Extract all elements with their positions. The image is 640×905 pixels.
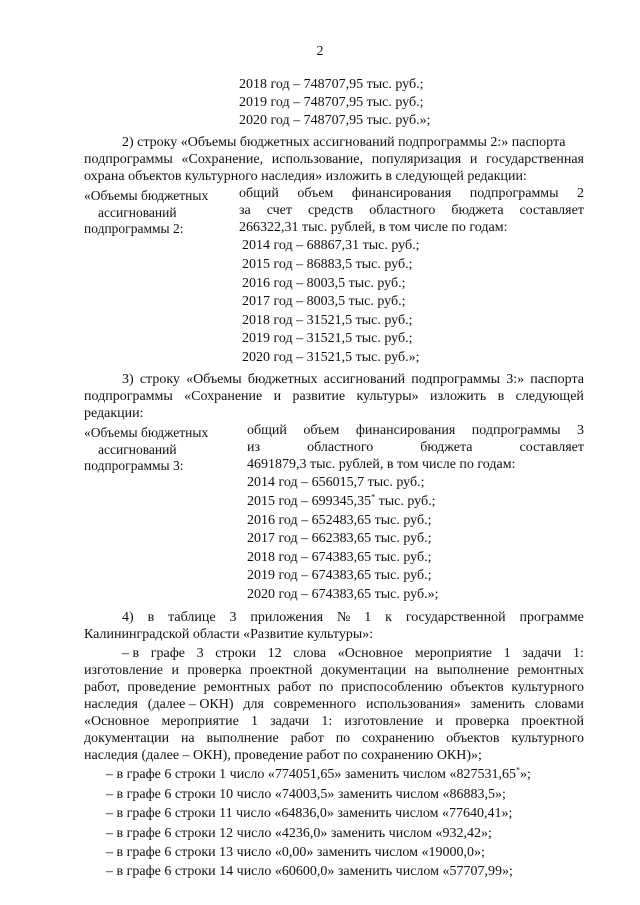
bullet-row-14: – в графе 6 строки 14 число «60600,0» заменить числом «57707,99»; [106,864,513,879]
item4-para-line-4: наследия (далее – ОКН) для современного использования» заменить словами [84,697,584,712]
item2-year-2016: 2016 год – 8003,5 тыс. руб.; [242,276,406,291]
item3-year-2014: 2014 год – 656015,7 тыс. руб.; [247,475,425,490]
item3-year-2015: 2015 год – 699345,35* тыс. руб.; [247,492,436,509]
item4-para-line-6: документации на выполнение работ по сохранению объектов культурного [84,731,584,746]
bullet-row-13: – в графе 6 строки 13 число «0,00» заменить числом «19000,0»; [106,845,485,860]
intro-year-2020: 2020 год – 748707,95 тыс. руб.»; [239,113,431,128]
bullet-row-11: – в графе 6 строки 11 число «64836,0» заменить числом «77640,41»; [106,806,513,821]
footnote-asterisk: * [371,492,376,502]
page-number: 2 [316,44,324,59]
bullet-row-12: – в графе 6 строки 12 число «4236,0» заменить числом «932,42»; [106,826,492,841]
item3-year-2019: 2019 год – 674383,65 тыс. руб.; [247,568,432,583]
item3-year-2016: 2016 год – 652483,65 тыс. руб.; [247,513,432,528]
item3-line-2: подпрограммы «Сохранение и развитие культуры» изложить в следующей [84,389,584,404]
item3-label-2: ассигнований [98,442,177,457]
item3-year-2020: 2020 год – 674383,65 тыс. руб.»; [247,587,439,602]
intro-year-2018: 2018 год – 748707,95 тыс. руб.; [239,77,424,92]
item4-line-1: 4) в таблице 3 приложения № 1 к государственной программе [122,610,584,625]
footnote-asterisk: * [516,765,521,775]
item2-label-1: «Объемы бюджетных [84,188,209,203]
item4-para-line-2: изготовление и проверка проектной документации на выполнение ремонтных [84,663,584,678]
item3-year-2017: 2017 год – 662383,65 тыс. руб.; [247,531,432,546]
item3-line-3: редакции: [84,406,144,421]
item2-year-2019: 2019 год – 31521,5 тыс. руб.; [242,331,413,346]
item2-line-2: подпрограммы «Сохранение, использование, популяризация и государственная [84,152,584,167]
item4-para-line-7: наследия (далее – ОКН), проведение работ по сохранению ОКН)»; [84,748,482,763]
item2-value-line-1: общий объем финансирования подпрограммы 2 [239,186,584,201]
item3-value-line-1: общий объем финансирования подпрограммы 3 [247,423,584,438]
item4-line-2: Калининградской области «Развитие культуры»: [84,627,374,642]
item2-line-1: 2) строку «Объемы бюджетных ассигнований подпрограммы 2:» паспорта [122,135,566,150]
item2-line-3: охрана объектов культурного наследия» изложить в следующей редакции: [84,169,527,184]
item3-label-1: «Объемы бюджетных [84,425,209,440]
item2-label-2: ассигнований [98,205,177,220]
item4-para-line-3: работ, проведение ремонтных работ по приспособлению объектов культурного [84,680,584,695]
item3-label-3: подпрограммы 3: [84,458,184,473]
item3-year-2018: 2018 год – 674383,65 тыс. руб.; [247,550,432,565]
item4-para-line-1: – в графе 3 строки 12 слова «Основное мероприятие 1 задачи 1: [122,646,584,661]
item2-year-2017: 2017 год – 8003,5 тыс. руб.; [242,294,406,309]
item3-value-line-2: из областного бюджета составляет [247,440,584,455]
item2-year-2014: 2014 год – 68867,31 тыс. руб.; [242,238,420,253]
item2-year-2015: 2015 год – 86883,5 тыс. руб.; [242,257,413,272]
intro-year-2019: 2019 год – 748707,95 тыс. руб.; [239,95,424,110]
item2-year-2018: 2018 год – 31521,5 тыс. руб.; [242,313,413,328]
item2-value-line-3: 266322,31 тыс. рублей, в том числе по годам: [239,220,508,235]
item2-label-3: подпрограммы 2: [84,221,184,236]
bullet-row-10: – в графе 6 строки 10 число «74003,5» заменить числом «86883,5»; [106,787,506,802]
item4-para-line-5: «Основное мероприятие 1 задачи 1: изготовление и проверка проектной [84,714,584,729]
item2-year-2020: 2020 год – 31521,5 тыс. руб.»; [242,350,420,365]
item3-line-1: 3) строку «Объемы бюджетных ассигнований подпрограммы 3:» паспорта [122,372,584,387]
bullet-row-1: – в графе 6 строки 1 число «774051,65» заменить числом «827531,65*»; [106,765,531,782]
item2-value-line-2: за счет средств областного бюджета составляет [239,203,584,218]
item3-value-line-3: 4691879,3 тыс. рублей, в том числе по годам: [247,457,516,472]
